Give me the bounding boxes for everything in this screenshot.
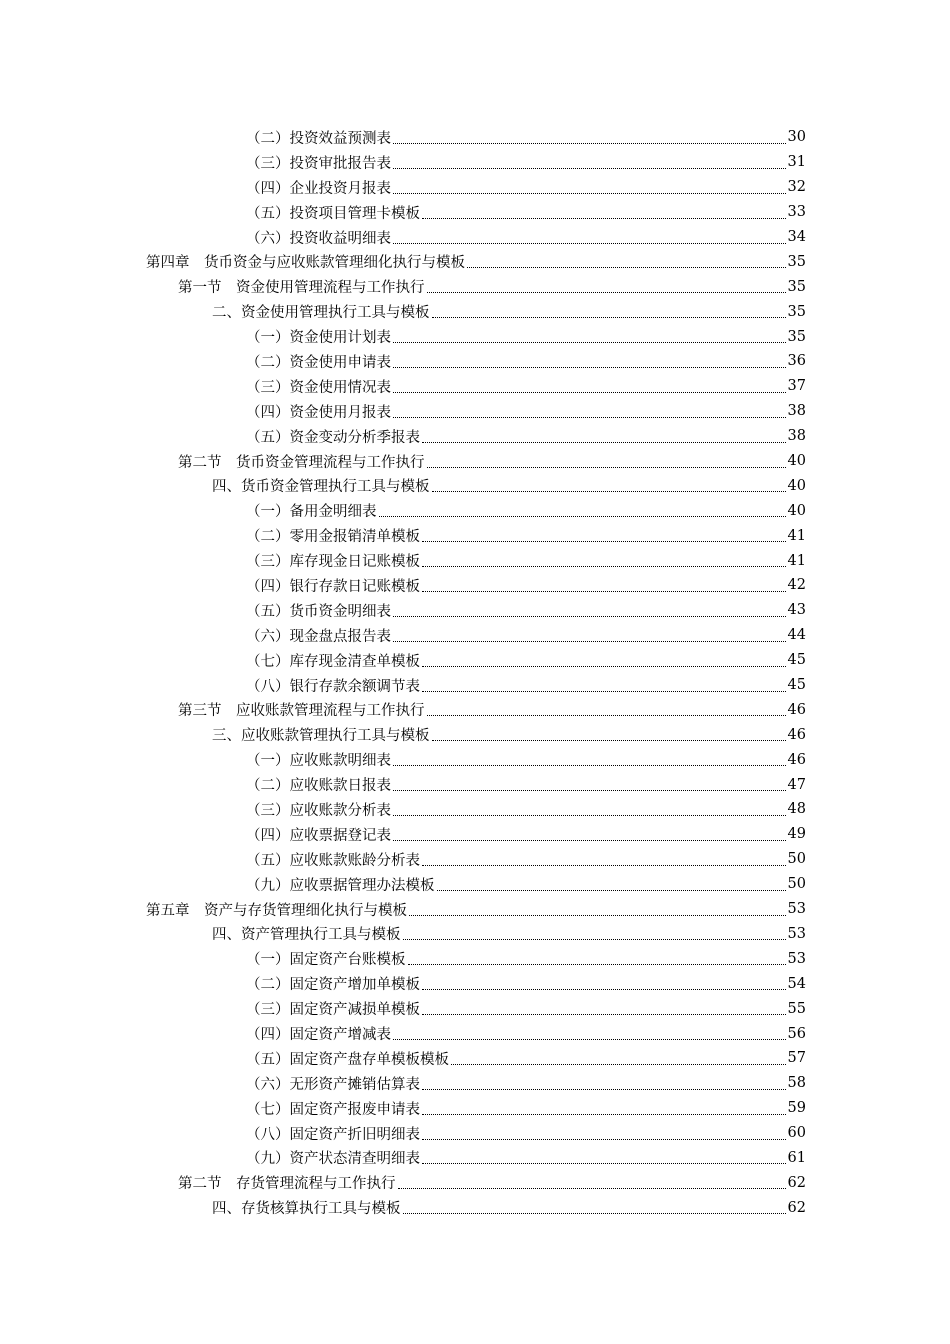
toc-entry-item[interactable] <box>0 822 950 847</box>
toc-entry-title: 第三节 应收账款管理流程与工作执行 <box>178 699 427 720</box>
toc-entry-chapter[interactable] <box>0 249 950 274</box>
toc-entry-page-number: 33 <box>787 204 806 221</box>
toc-entry-page-number: 31 <box>787 154 806 171</box>
toc-entry-title: （七）固定资产报废申请表 <box>246 1098 422 1119</box>
toc-entry-title: （四）资金使用月报表 <box>246 401 393 422</box>
toc-entry-heading[interactable] <box>0 299 950 324</box>
toc-entry-title: 三、应收账款管理执行工具与模板 <box>212 724 432 745</box>
toc-entry-title: （八）银行存款余额调节表 <box>246 675 422 696</box>
toc-entry-section[interactable] <box>0 449 950 474</box>
toc-entry-title: 四、资产管理执行工具与模板 <box>212 923 403 944</box>
dot-leader <box>427 278 786 293</box>
toc-entry-page-number: 50 <box>787 851 806 868</box>
dot-leader <box>393 1025 786 1040</box>
toc-entry-page-number: 55 <box>787 1000 806 1017</box>
toc-entry-item[interactable] <box>0 150 950 175</box>
dot-leader <box>379 502 786 517</box>
dot-leader <box>393 353 786 368</box>
toc-entry-page-number: 62 <box>787 1174 806 1191</box>
toc-entry-title: （三）固定资产减损单模板 <box>246 998 422 1019</box>
toc-entry-title: （五）资金变动分析季报表 <box>246 426 422 447</box>
toc-entry-page-number: 37 <box>787 378 806 395</box>
dot-leader <box>393 751 786 766</box>
toc-entry-item[interactable] <box>0 399 950 424</box>
toc-entry-item[interactable] <box>0 623 950 648</box>
toc-entry-item[interactable] <box>0 573 950 598</box>
toc-entry-title: （九）资产状态清查明细表 <box>246 1147 422 1168</box>
toc-entry-item[interactable] <box>0 797 950 822</box>
dot-leader <box>393 154 786 169</box>
toc-entry-page-number: 48 <box>787 801 806 818</box>
dot-leader <box>422 552 786 567</box>
toc-entry-page-number: 53 <box>787 901 806 918</box>
toc-entry-page-number: 35 <box>787 303 806 320</box>
toc-entry-item[interactable] <box>0 648 950 673</box>
toc-entry-item[interactable] <box>0 872 950 897</box>
dot-leader <box>422 652 786 667</box>
toc-entry-title: 第二节 货币资金管理流程与工作执行 <box>178 451 427 472</box>
toc-entry-title: （二）资金使用申请表 <box>246 351 393 372</box>
toc-entry-page-number: 35 <box>787 278 806 295</box>
toc-entry-heading[interactable] <box>0 1195 950 1220</box>
dot-leader <box>432 303 786 318</box>
toc-entry-item[interactable] <box>0 1146 950 1171</box>
toc-entry-page-number: 40 <box>787 453 806 470</box>
toc-entry-title: （二）零用金报销清单模板 <box>246 525 422 546</box>
dot-leader <box>393 129 786 144</box>
toc-entry-item[interactable] <box>0 349 950 374</box>
toc-entry-item[interactable] <box>0 200 950 225</box>
dot-leader <box>393 776 786 791</box>
dot-leader <box>403 925 786 940</box>
toc-entry-heading[interactable] <box>0 922 950 947</box>
toc-entry-item[interactable] <box>0 673 950 698</box>
toc-entry-title: 第一节 资金使用管理流程与工作执行 <box>178 276 427 297</box>
toc-entry-item[interactable] <box>0 971 950 996</box>
toc-entry-title: （五）应收账款账龄分析表 <box>246 849 422 870</box>
toc-entry-title: （五）固定资产盘存单模板模板 <box>246 1048 451 1069</box>
dot-leader <box>422 204 786 219</box>
dot-leader <box>393 627 786 642</box>
toc-entry-title: （四）应收票据登记表 <box>246 824 393 845</box>
toc-entry-item[interactable] <box>0 598 950 623</box>
toc-entry-item[interactable] <box>0 523 950 548</box>
toc-entry-item[interactable] <box>0 548 950 573</box>
dot-leader <box>432 477 786 492</box>
toc-entry-item[interactable] <box>0 175 950 200</box>
toc-entry-page-number: 45 <box>787 652 806 669</box>
toc-entry-item[interactable] <box>0 946 950 971</box>
toc-entry-heading[interactable] <box>0 473 950 498</box>
toc-entry-page-number: 34 <box>787 229 806 245</box>
dot-leader <box>451 1050 786 1065</box>
toc-entry-page-number: 40 <box>787 502 806 519</box>
toc-entry-item[interactable] <box>0 1021 950 1046</box>
toc-entry-page-number: 38 <box>787 403 806 420</box>
dot-leader <box>422 1075 786 1090</box>
toc-entry-page-number: 41 <box>787 552 806 569</box>
dot-leader <box>422 428 786 443</box>
table-of-contents <box>0 125 950 1220</box>
toc-entry-item[interactable] <box>0 225 950 250</box>
toc-entry-title: （一）应收账款明细表 <box>246 749 393 770</box>
dot-leader <box>393 229 786 244</box>
toc-entry-title: （二）投资效益预测表 <box>246 127 393 148</box>
toc-entry-page-number: 40 <box>787 477 806 494</box>
dot-leader <box>393 801 786 816</box>
toc-entry-title: （三）投资审批报告表 <box>246 152 393 173</box>
dot-leader <box>422 677 786 692</box>
toc-entry-title: （二）固定资产增加单模板 <box>246 973 422 994</box>
toc-entry-title: （三）资金使用情况表 <box>246 376 393 397</box>
toc-entry-page-number: 58 <box>787 1075 806 1092</box>
toc-entry-page-number: 45 <box>787 677 806 694</box>
dot-leader <box>422 577 786 592</box>
dot-leader <box>422 1149 786 1164</box>
toc-entry-page-number: 47 <box>787 776 806 793</box>
toc-entry-item[interactable] <box>0 125 950 150</box>
toc-entry-title: 第二节 存货管理流程与工作执行 <box>178 1172 398 1193</box>
dot-leader <box>422 1000 786 1015</box>
dot-leader <box>422 1100 786 1115</box>
toc-entry-title: （一）固定资产台账模板 <box>246 948 408 969</box>
dot-leader <box>393 378 786 393</box>
dot-leader <box>437 876 786 891</box>
dot-leader <box>393 602 786 617</box>
toc-entry-title: （六）投资收益明细表 <box>246 227 393 248</box>
dot-leader <box>408 950 786 965</box>
toc-entry-page-number: 46 <box>787 726 806 743</box>
toc-entry-page-number: 30 <box>787 129 806 146</box>
toc-entry-page-number: 35 <box>787 328 806 345</box>
toc-entry-page-number: 53 <box>787 950 806 967</box>
toc-entry-item[interactable] <box>0 1046 950 1071</box>
dot-leader <box>409 901 786 916</box>
toc-entry-page-number: 44 <box>787 627 806 644</box>
toc-entry-title: （四）固定资产增减表 <box>246 1023 393 1044</box>
toc-entry-title: （五）货币资金明细表 <box>246 600 393 621</box>
dot-leader <box>427 453 786 468</box>
toc-entry-item[interactable] <box>0 324 950 349</box>
toc-entry-item[interactable] <box>0 1096 950 1121</box>
dot-leader <box>393 403 786 418</box>
toc-entry-heading[interactable] <box>0 722 950 747</box>
toc-entry-title: （六）现金盘点报告表 <box>246 625 393 646</box>
dot-leader <box>422 975 786 990</box>
toc-entry-page-number: 53 <box>787 925 806 942</box>
toc-entry-item[interactable] <box>0 498 950 523</box>
dot-leader <box>403 1199 786 1214</box>
toc-entry-page-number: 43 <box>787 602 806 619</box>
toc-entry-page-number: 54 <box>787 975 806 992</box>
toc-entry-title: （七）库存现金清查单模板 <box>246 650 422 671</box>
toc-entry-title: （三）应收账款分析表 <box>246 799 393 820</box>
toc-entry-page-number: 62 <box>787 1199 806 1216</box>
toc-entry-page-number: 35 <box>787 253 806 270</box>
toc-entry-page-number: 41 <box>787 527 806 544</box>
toc-entry-section[interactable] <box>0 274 950 299</box>
dot-leader <box>393 179 786 194</box>
toc-entry-page-number: 60 <box>787 1125 806 1142</box>
toc-entry-title: 四、货币资金管理执行工具与模板 <box>212 475 432 496</box>
toc-entry-page-number: 38 <box>787 428 806 445</box>
toc-entry-page-number: 46 <box>787 701 806 718</box>
toc-entry-page-number: 57 <box>787 1050 806 1067</box>
toc-entry-page-number: 61 <box>787 1149 806 1166</box>
toc-entry-item[interactable] <box>0 772 950 797</box>
toc-entry-page-number: 56 <box>787 1025 806 1042</box>
toc-entry-title: （五）投资项目管理卡模板 <box>246 202 422 223</box>
toc-entry-title: （三）库存现金日记账模板 <box>246 550 422 571</box>
toc-entry-page-number: 36 <box>787 353 806 370</box>
toc-entry-title: 第四章 货币资金与应收账款管理细化执行与模板 <box>146 251 467 272</box>
toc-entry-item[interactable] <box>0 996 950 1021</box>
dot-leader <box>422 1125 786 1140</box>
toc-entry-page-number: 42 <box>787 577 806 594</box>
toc-entry-title: 四、存货核算执行工具与模板 <box>212 1197 403 1218</box>
toc-entry-title: 二、资金使用管理执行工具与模板 <box>212 301 432 322</box>
toc-entry-item[interactable] <box>0 747 950 772</box>
toc-entry-section[interactable] <box>0 1170 950 1195</box>
toc-entry-title: （九）应收票据管理办法模板 <box>246 874 437 895</box>
toc-entry-item[interactable] <box>0 1121 950 1146</box>
dot-leader <box>467 253 786 268</box>
dot-leader <box>422 527 786 542</box>
dot-leader <box>432 726 786 741</box>
toc-entry-section[interactable] <box>0 697 950 722</box>
toc-entry-title: 第五章 资产与存货管理细化执行与模板 <box>146 899 409 920</box>
toc-entry-page-number: 49 <box>787 826 806 843</box>
dot-leader <box>393 826 786 841</box>
toc-entry-title: （八）固定资产折旧明细表 <box>246 1123 422 1144</box>
toc-entry-page-number: 50 <box>787 876 806 893</box>
toc-entry-title: （二）应收账款日报表 <box>246 774 393 795</box>
toc-entry-title: （四）企业投资月报表 <box>246 177 393 198</box>
toc-entry-page-number: 46 <box>787 751 806 768</box>
toc-entry-chapter[interactable] <box>0 897 950 922</box>
toc-entry-title: （一）备用金明细表 <box>246 500 379 521</box>
dot-leader <box>422 851 786 866</box>
toc-entry-title: （一）资金使用计划表 <box>246 326 393 347</box>
toc-entry-item[interactable] <box>0 424 950 449</box>
dot-leader <box>398 1174 786 1189</box>
dot-leader <box>393 328 786 343</box>
toc-entry-title: （六）无形资产摊销估算表 <box>246 1073 422 1094</box>
toc-entry-item[interactable] <box>0 847 950 872</box>
toc-entry-title: （四）银行存款日记账模板 <box>246 575 422 596</box>
toc-entry-page-number: 32 <box>787 179 806 196</box>
toc-entry-item[interactable] <box>0 1071 950 1096</box>
toc-entry-page-number: 59 <box>787 1100 806 1117</box>
toc-entry-item[interactable] <box>0 374 950 399</box>
dot-leader <box>427 701 786 716</box>
